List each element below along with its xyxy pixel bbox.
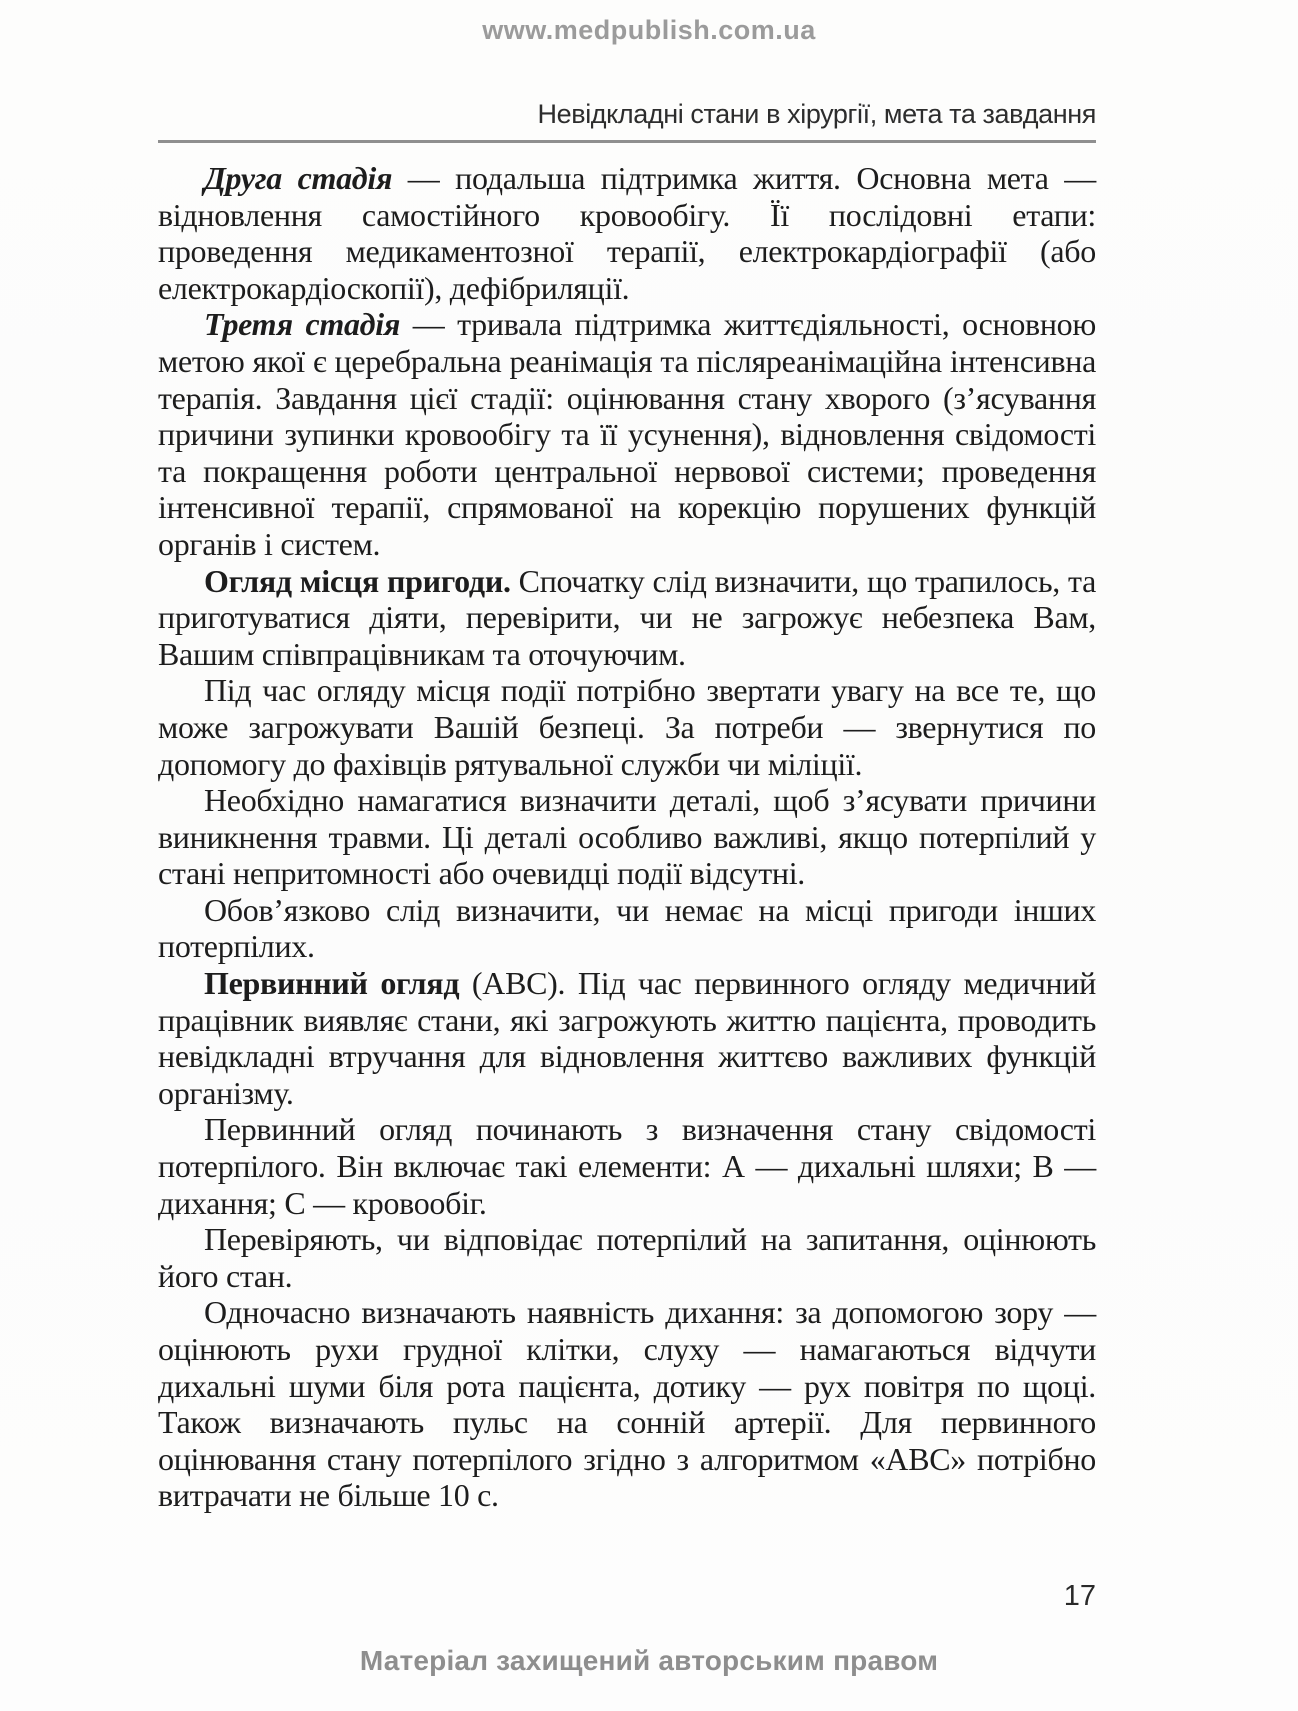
paragraph (158, 782, 1096, 892)
paragraph-text: Одночасно визначають наявність дихання: за допомогою зору — оцінюють рухи грудної клітки, слуху — намагаються відчути дихальні шуми біля рота пацієнта, дотику — рух повітря по щоці. Також визначають пульс на сонній артерії. Для первинного оцінювання стану потерпілого згідно з алгоритмом «АВС» потрібно витрачати не більше 10 с. (158, 1294, 1096, 1514)
page-number: 17 (1063, 1580, 1096, 1612)
paragraph (158, 892, 1096, 965)
paragraph-lead: Друга стадія (204, 160, 393, 196)
paragraph (158, 672, 1096, 782)
paragraph (158, 965, 1096, 1111)
paragraph (158, 160, 1096, 306)
copyright-notice: Матеріал захищений авторським правом (359, 1645, 939, 1676)
paragraph (158, 1221, 1096, 1294)
running-header: Невідкладні стани в хірургії, мета та завдання (537, 99, 1096, 129)
paragraph-lead: Первинний огляд (204, 965, 460, 1002)
paragraph-text: — подальша підтримка життя. Основна мета — відновлення самостійного кровообігу. Її послідовні етапи: проведення медикаментозної терапії, електрокардіографії (або електрокардіоскопії), дефібриляції. (158, 160, 1096, 306)
paragraph-text: Обов’язково слід визначити, чи немає на місці пригоди інших потерпілих. (158, 891, 1096, 965)
paragraph-text: (АВС). Під час первинного огляду медичний працівник виявляє стани, які загрожують життю пацієнта, проводить невідкладні втручання для відновлення життєво важливих функцій організму. (158, 965, 1096, 1111)
paragraph (158, 563, 1096, 673)
paragraph-text: — тривала підтримка життєдіяльності, основною метою якої є церебральна реанімація та післяреанімаційна інтенсивна терапія. Завдання цієї стадії: оцінювання стану хворого (з’ясування причини зупинки кровообігу та її усунення), відновлення свідомості та покращення роботи центральної нервової системи; проведення інтенсивної терапії, спрямованої на корекцію порушених функцій органів і систем. (158, 306, 1096, 562)
paragraph (158, 306, 1096, 562)
paragraph-text: Спочатку слід визначити, що трапилось, та приготуватися діяти, перевірити, чи не загрожує небезпека Вам, Вашим співпрацівникам та оточуючим. (158, 562, 1096, 672)
paragraph-text: Необхідно намагатися визначити деталі, щоб з’ясувати причини виникнення травми. Ці деталі особливо важливі, якщо потерпілий у стані непритомності або очевидці події відсутні. (158, 782, 1096, 892)
body-text (158, 160, 1096, 1514)
paragraph (158, 1111, 1096, 1221)
paragraph (158, 1294, 1096, 1514)
paragraph-text: Під час огляду місця події потрібно звертати увагу на все те, що може загрожувати Вашій безпеці. За потреби — звернутися по допомогу до фахівців рятувальної служби чи міліції. (158, 672, 1096, 782)
website-url: www.medpublish.com.ua (482, 15, 816, 45)
paragraph-lead: Огляд місця пригоди. (204, 562, 511, 599)
paragraph-text: Перевіряють, чи відповідає потерпілий на запитання, оцінюють його стан. (158, 1221, 1096, 1294)
paragraph-text: Первинний огляд починають з визначення стану свідомості потерпілого. Він включає такі елементи: А — дихальні шляхи; В — дихання; С — кровообіг. (158, 1111, 1096, 1221)
paragraph-lead: Третя стадія (204, 306, 401, 343)
header-rule (158, 140, 1096, 143)
